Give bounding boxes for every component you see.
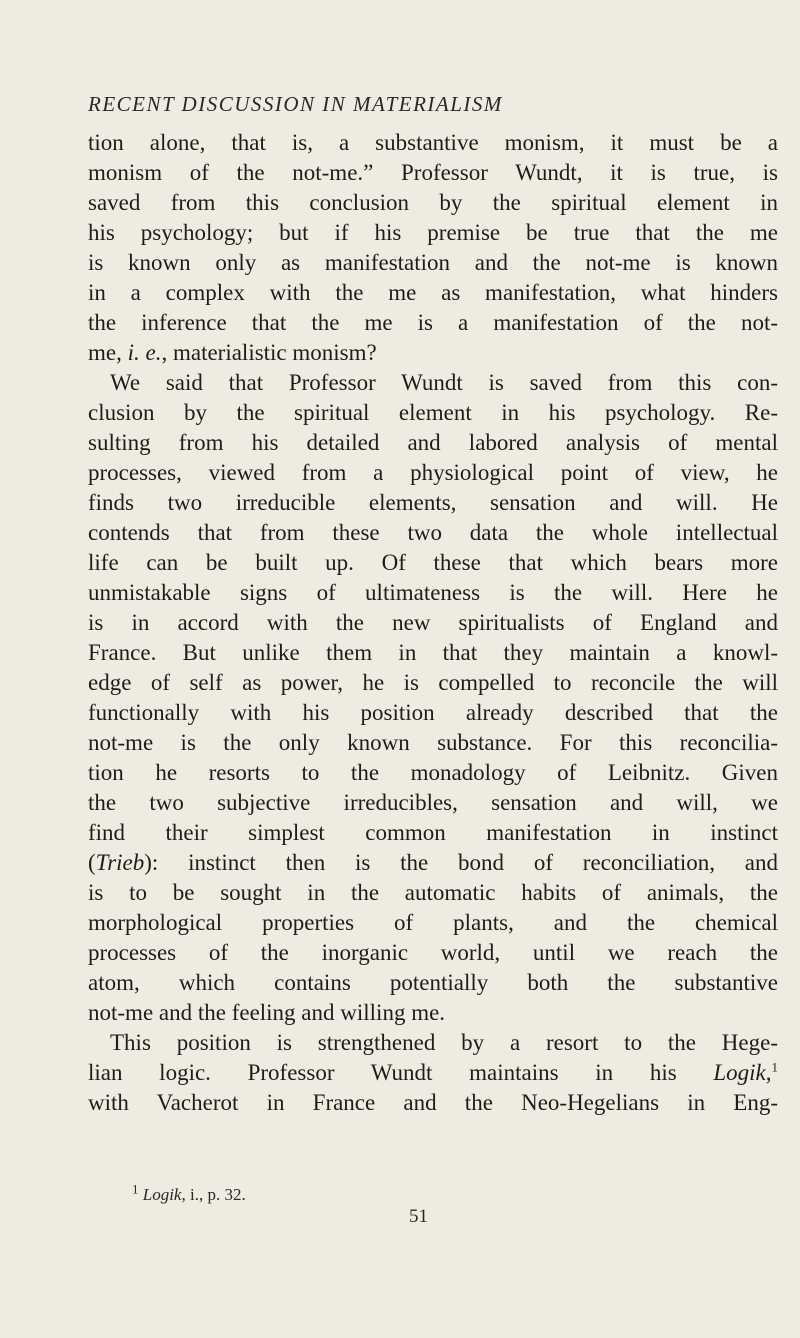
text-line-11: sulting from his detailed and labored analysis of mental	[88, 430, 778, 455]
text-line-21: not-me is the only known substance. For this reconcilia-	[88, 730, 778, 755]
text-line-15: life can be built up. Of these that which bears more	[88, 550, 778, 575]
text-line-32-start: lian logic. Professor Wundt maintains in his	[88, 1060, 714, 1085]
text-line-10: clusion by the spiritual element in his psychology. Re-	[88, 400, 778, 425]
text-line-8-end: , materialistic monism?	[161, 340, 377, 365]
text-line-25-end: ): instinct then is the bond of reconciliation, and	[144, 850, 778, 875]
text-line-33: with Vacherot in France and the Neo-Hegelians in Eng-	[88, 1090, 778, 1115]
text-line-16: unmistakable signs of ultimateness is the will. Here he	[88, 580, 778, 605]
text-line-30: not-me and the feeling and willing me.	[88, 1000, 446, 1025]
text-line-17: is in accord with the new spiritualists of England and	[88, 610, 778, 635]
text-line-12: processes, viewed from a physiological point of view, he	[88, 460, 778, 485]
text-line-18: France. But unlike them in that they maintain a knowl-	[88, 640, 778, 665]
text-line-32	[88, 1058, 778, 1088]
footnote-title: Logik	[142, 1185, 182, 1204]
footnote-reference: 1	[771, 1059, 778, 1075]
text-line-2: monism of the not-me.” Professor Wundt, it is true, is	[88, 160, 778, 185]
text-line-29: atom, which contains potentially both the substantive	[88, 970, 778, 995]
footnote-citation: , i., p. 32.	[181, 1185, 246, 1204]
text-line-8	[88, 338, 778, 368]
text-line-7: the inference that the me is a manifestation of the not-	[88, 310, 778, 335]
footnote-marker: 1	[132, 1181, 139, 1197]
text-line-22: tion he resorts to the monadology of Leibnitz. Given	[88, 760, 778, 785]
text-line-25-start: (	[88, 850, 96, 875]
text-line-32-italic: Logik	[713, 1060, 766, 1085]
text-line-8-start: me,	[88, 340, 128, 365]
text-line-25-italic: Trieb	[95, 850, 145, 875]
text-line-1: tion alone, that is, a substantive monism, it must be a	[88, 130, 778, 155]
text-line-23: the two subjective irreducibles, sensation and will, we	[88, 790, 778, 815]
text-line-31: This position is strengthened by a resort to the Hege-	[110, 1030, 778, 1055]
text-line-6: in a complex with the me as manifestation, what hinders	[88, 280, 778, 305]
text-line-4: his psychology; but if his premise be true that the me	[88, 220, 778, 245]
page-number: 51	[409, 1206, 428, 1227]
text-line-13: finds two irreducible elements, sensation and will. He	[88, 490, 778, 515]
text-line-26: is to be sought in the automatic habits of animals, the	[88, 880, 778, 905]
text-line-24: find their simplest common manifestation in instinct	[88, 820, 778, 845]
text-line-32-end: ,	[765, 1060, 772, 1085]
text-line-20: functionally with his position already described that the	[88, 700, 778, 725]
text-line-8-italic: i. e.	[127, 340, 162, 365]
text-line-28: processes of the inorganic world, until we reach the	[88, 940, 778, 965]
text-line-14: contends that from these two data the whole intellectual	[88, 520, 778, 545]
body-text	[88, 128, 778, 1118]
running-head: RECENT DISCUSSION IN MATERIALISM	[88, 92, 503, 116]
text-line-3: saved from this conclusion by the spiritual element in	[88, 190, 778, 215]
text-line-25	[88, 848, 778, 878]
text-line-9: We said that Professor Wundt is saved from this con-	[110, 370, 778, 395]
footnote	[132, 1183, 246, 1207]
text-line-19: edge of self as power, he is compelled to reconcile the will	[88, 670, 778, 695]
text-line-27: morphological properties of plants, and the chemical	[88, 910, 778, 935]
text-line-5: is known only as manifestation and the not-me is known	[88, 250, 778, 275]
